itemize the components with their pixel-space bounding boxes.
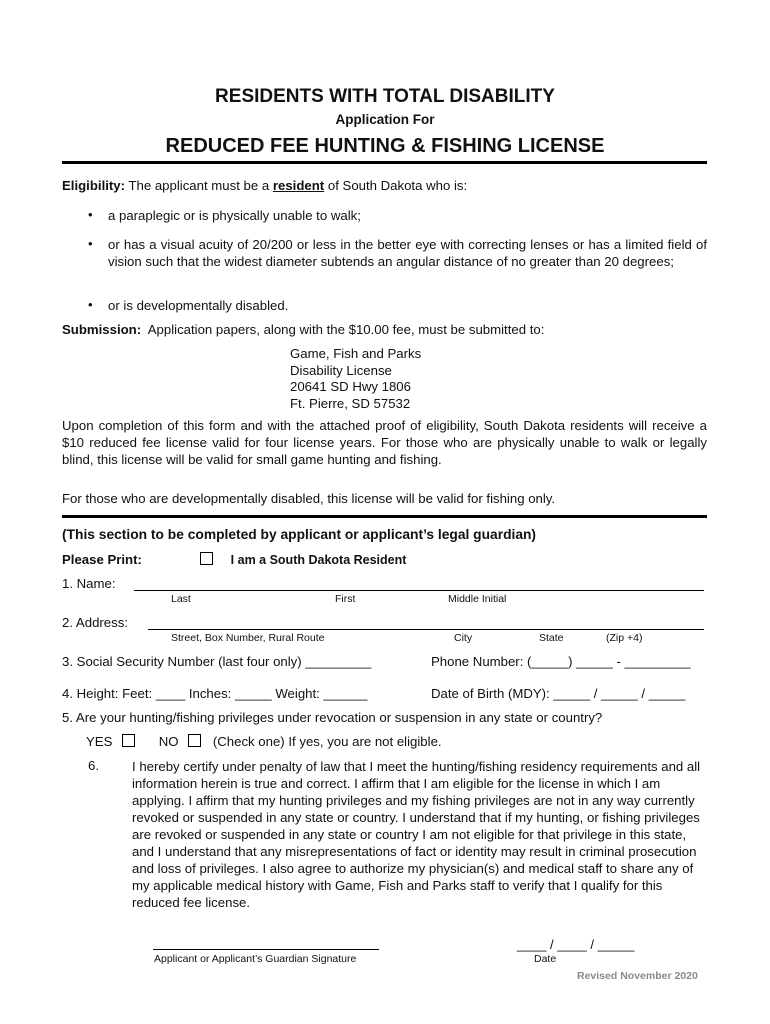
address-line: 20641 SD Hwy 1806 (290, 379, 411, 394)
certification-text: I hereby certify under penalty of law that I meet the hunting/fishing residency requirements and all information herein is true and correct. I affirm that I am eligible for the license in which I am applying. I affirm that my hunting privileges and my fishing privileges are not in any way currently revoked or suspended in any state or country. I understand that if my hunting, or fishing privileges are revoked or suspended in any state or country I am not eligible for that privilege in this state, and I understand that any misrepresentations of fact or identity may result in criminal prosecution and loss of privileges. I also agree to authorize my physician(s) and medical staff to share any of my applicable medical history with Game, Fish and Parks staff to verify that I qualify for this reduced fee license. (132, 759, 701, 910)
document-title: RESIDENTS WITH TOTAL DISABILITY (215, 86, 555, 107)
submission-label: Submission: (62, 322, 142, 337)
name-middle-caption: Middle Initial (448, 593, 507, 605)
section-rule (62, 515, 707, 518)
info-paragraph: Upon completion of this form and with the attached proof of eligibility, South Dakota residents will receive a $10 reduced fee license valid for four license years. For those who are physically unable to walk or legally blind, this license will be valid for small game hunting and fishing. (62, 418, 707, 467)
yes-checkbox[interactable] (122, 734, 135, 747)
bullet-dot: • (88, 297, 93, 312)
phone-field[interactable]: Phone Number: (_____) _____ - _________ (431, 654, 691, 669)
eligibility-text-before: The applicant must be a (128, 178, 270, 193)
eligibility-line (62, 178, 467, 193)
cert-number: 6. (88, 758, 99, 773)
street-caption: Street, Box Number, Rural Route (171, 632, 325, 644)
please-print-label: Please Print: (62, 552, 142, 567)
signature-line[interactable] (153, 949, 379, 950)
license-title: REDUCED FEE HUNTING & FISHING LICENSE (165, 135, 605, 157)
address-field[interactable] (148, 629, 704, 630)
ssn-field[interactable]: 3. Social Security Number (last four only) _________ (62, 654, 372, 669)
resident-checkbox-row (200, 552, 406, 567)
question-5: 5. Are your hunting/fishing privileges under revocation or suspension in any state or country? (62, 710, 603, 725)
resident-checkbox[interactable] (200, 552, 213, 565)
eligibility-bullet-2: or has a visual acuity of 20/200 or less in the better eye with correcting lenses or has a limited field of vision such that the widest diameter subtends an angular distance of no greater than 20 degrees; (108, 237, 707, 269)
section-heading: (This section to be completed by applicant or applicant’s legal guardian) (62, 527, 537, 542)
header-rule (62, 161, 707, 164)
info-paragraph-2: For those who are developmentally disabled, this license will be valid for fishing only. (62, 491, 556, 506)
resident-word: resident (272, 178, 325, 193)
eligibility-bullet-1: a paraplegic or is physically unable to walk; (108, 208, 361, 223)
bullet-dot: • (88, 236, 93, 251)
date-field[interactable]: ____ / ____ / _____ (517, 937, 635, 952)
signature-caption: Applicant or Applicant’s Guardian Signature (154, 953, 357, 965)
zip-caption: (Zip +4) (606, 632, 643, 644)
no-checkbox[interactable] (188, 734, 201, 747)
name-field[interactable] (134, 590, 704, 591)
document-subtitle: Application For (335, 112, 435, 127)
yes-no-row (86, 734, 442, 749)
name-first-caption: First (335, 593, 356, 605)
state-caption: State (539, 632, 564, 644)
yes-label: YES (86, 734, 113, 749)
name-label: 1. Name: (62, 576, 116, 591)
address-line: Game, Fish and Parks (290, 346, 422, 361)
revised-date: Revised November 2020 (577, 970, 698, 982)
address-label: 2. Address: (62, 615, 128, 630)
address-line: Disability License (290, 362, 392, 378)
eligibility-bullet-3: or is developmentally disabled. (108, 298, 289, 313)
city-caption: City (454, 632, 473, 644)
height-weight-field[interactable]: 4. Height: Feet: ____ Inches: _____ Weight: ______ (62, 686, 368, 701)
eligibility-text-after: of South Dakota who is: (327, 178, 468, 193)
name-last-caption: Last (171, 593, 191, 605)
eligibility-label: Eligibility: (62, 178, 126, 193)
bullet-dot: • (88, 207, 93, 222)
date-caption: Date (534, 953, 557, 965)
check-one-text: (Check one) If yes, you are not eligible. (212, 734, 442, 749)
no-label: NO (158, 734, 179, 749)
address-line: Ft. Pierre, SD 57532 (290, 395, 411, 411)
resident-checkbox-label: I am a South Dakota Resident (230, 553, 407, 567)
dob-field[interactable]: Date of Birth (MDY): _____ / _____ / _____ (431, 686, 686, 701)
mailing-address (290, 346, 421, 412)
submission-text: Application papers, along with the $10.00 fee, must be submitted to: (147, 322, 545, 337)
submission-line (62, 322, 544, 337)
